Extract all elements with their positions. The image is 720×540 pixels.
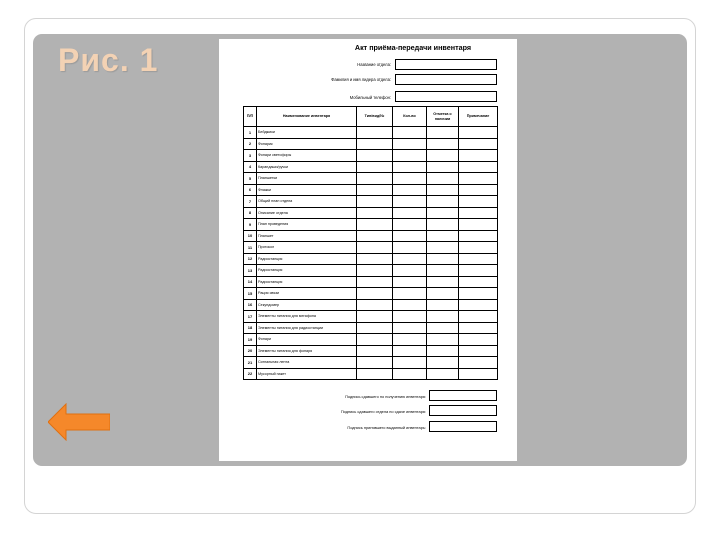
table-row xyxy=(244,368,498,380)
empty-cell xyxy=(357,299,393,311)
empty-cell xyxy=(427,311,459,323)
empty-cell xyxy=(393,184,427,196)
empty-cell xyxy=(393,311,427,323)
item-name: Флажки xyxy=(257,184,357,196)
empty-cell xyxy=(427,207,459,219)
empty-cell xyxy=(393,357,427,369)
header-field-label: Название отдела: xyxy=(357,62,391,67)
empty-cell xyxy=(427,196,459,208)
row-number: 1 xyxy=(244,127,257,139)
empty-cell xyxy=(427,334,459,346)
row-number: 14 xyxy=(244,276,257,288)
header-field-label: Мобильный телефон: xyxy=(349,95,391,100)
empty-cell xyxy=(357,322,393,334)
item-name: Радиостанция xyxy=(257,276,357,288)
column-header: Кол-во xyxy=(393,107,427,127)
empty-cell xyxy=(427,265,459,277)
empty-cell xyxy=(427,288,459,300)
item-name: План проведения xyxy=(257,219,357,231)
empty-cell xyxy=(459,334,498,346)
empty-cell xyxy=(357,138,393,150)
table-row xyxy=(244,334,498,346)
row-number: 3 xyxy=(244,150,257,162)
table-row xyxy=(244,311,498,323)
empty-cell xyxy=(459,311,498,323)
row-number: 4 xyxy=(244,161,257,173)
empty-cell xyxy=(459,265,498,277)
empty-cell xyxy=(393,265,427,277)
empty-cell xyxy=(427,219,459,231)
item-name: Фонарик xyxy=(257,138,357,150)
empty-cell xyxy=(459,196,498,208)
empty-cell xyxy=(393,230,427,242)
empty-cell xyxy=(393,345,427,357)
row-number: 16 xyxy=(244,299,257,311)
empty-cell xyxy=(357,345,393,357)
table-row xyxy=(244,196,498,208)
table-row xyxy=(244,138,498,150)
row-number: 11 xyxy=(244,242,257,254)
table-row xyxy=(244,219,498,231)
row-number: 18 xyxy=(244,322,257,334)
row-number: 6 xyxy=(244,184,257,196)
table-row xyxy=(244,242,498,254)
empty-cell xyxy=(393,127,427,139)
table-row xyxy=(244,265,498,277)
empty-cell xyxy=(459,150,498,162)
empty-cell xyxy=(393,219,427,231)
empty-cell xyxy=(427,138,459,150)
signature-box xyxy=(429,421,497,432)
table-row xyxy=(244,345,498,357)
empty-cell xyxy=(393,334,427,346)
empty-cell xyxy=(357,150,393,162)
item-name: Элементы питания для мегафона xyxy=(257,311,357,323)
row-number: 10 xyxy=(244,230,257,242)
empty-cell xyxy=(393,173,427,185)
empty-cell xyxy=(357,276,393,288)
signature-label: Подпись принявшего выданный инвентарь: xyxy=(347,425,426,430)
signature-box xyxy=(429,390,497,401)
table-row xyxy=(244,253,498,265)
empty-cell xyxy=(427,161,459,173)
slide-title: Рис. 1 xyxy=(58,42,159,78)
inventory-table xyxy=(243,106,498,380)
item-name: Элементы питания для радиостанции xyxy=(257,322,357,334)
table-row xyxy=(244,288,498,300)
signature-box xyxy=(429,405,497,416)
table-row xyxy=(244,230,498,242)
arrow-left-icon[interactable] xyxy=(48,403,110,441)
signature-label: Подпись сдавшего по получению инвентаря: xyxy=(345,394,426,399)
empty-cell xyxy=(393,253,427,265)
row-number: 9 xyxy=(244,219,257,231)
empty-cell xyxy=(393,368,427,380)
empty-cell xyxy=(459,253,498,265)
column-header: П/П xyxy=(244,107,257,127)
table-row xyxy=(244,173,498,185)
table-row xyxy=(244,161,498,173)
empty-cell xyxy=(459,127,498,139)
empty-cell xyxy=(357,357,393,369)
empty-cell xyxy=(427,357,459,369)
row-number: 22 xyxy=(244,368,257,380)
row-number: 15 xyxy=(244,288,257,300)
row-number: 12 xyxy=(244,253,257,265)
empty-cell xyxy=(357,196,393,208)
item-name: Сигнальная лента xyxy=(257,357,357,369)
item-name: Секундомер xyxy=(257,299,357,311)
item-name: Фонари светофоры xyxy=(257,150,357,162)
empty-cell xyxy=(393,207,427,219)
item-name: Элементы питания для фонаря xyxy=(257,345,357,357)
empty-cell xyxy=(427,184,459,196)
item-name: Общий план отдела xyxy=(257,196,357,208)
empty-cell xyxy=(357,161,393,173)
table-row xyxy=(244,322,498,334)
empty-cell xyxy=(427,230,459,242)
table-row xyxy=(244,207,498,219)
empty-cell xyxy=(357,253,393,265)
empty-cell xyxy=(427,345,459,357)
empty-cell xyxy=(459,242,498,254)
empty-cell xyxy=(459,230,498,242)
empty-cell xyxy=(459,184,498,196)
item-name: Карандаши/ручки xyxy=(257,161,357,173)
empty-cell xyxy=(357,311,393,323)
empty-cell xyxy=(393,288,427,300)
row-number: 19 xyxy=(244,334,257,346)
empty-cell xyxy=(459,161,498,173)
empty-cell xyxy=(393,276,427,288)
empty-cell xyxy=(427,368,459,380)
header-field-box xyxy=(395,91,497,102)
empty-cell xyxy=(459,345,498,357)
column-header: Примечание xyxy=(459,107,498,127)
item-name: Бейджики xyxy=(257,127,357,139)
table-row xyxy=(244,184,498,196)
empty-cell xyxy=(459,173,498,185)
item-name: Описание отдела xyxy=(257,207,357,219)
empty-cell xyxy=(427,127,459,139)
table-row xyxy=(244,299,498,311)
header-field-box xyxy=(395,74,497,85)
empty-cell xyxy=(393,242,427,254)
empty-cell xyxy=(357,184,393,196)
row-number: 17 xyxy=(244,311,257,323)
row-number: 5 xyxy=(244,173,257,185)
empty-cell xyxy=(427,299,459,311)
column-header: Наименование инвентаря xyxy=(257,107,357,127)
empty-cell xyxy=(459,219,498,231)
item-name: Планшетки xyxy=(257,173,357,185)
empty-cell xyxy=(357,219,393,231)
row-number: 13 xyxy=(244,265,257,277)
empty-cell xyxy=(459,299,498,311)
item-name: Мусорный пакет xyxy=(257,368,357,380)
table-row xyxy=(244,150,498,162)
empty-cell xyxy=(357,265,393,277)
item-name: Планшет xyxy=(257,230,357,242)
row-number: 8 xyxy=(244,207,257,219)
empty-cell xyxy=(357,334,393,346)
empty-cell xyxy=(393,161,427,173)
item-name: Фонари xyxy=(257,334,357,346)
empty-cell xyxy=(427,253,459,265)
row-number: 20 xyxy=(244,345,257,357)
table-header-row xyxy=(244,107,498,127)
signature-label: Подпись сдавшего отдела по сдаче инвентаря: xyxy=(340,409,426,414)
item-name: Радиостанция xyxy=(257,253,357,265)
empty-cell xyxy=(459,322,498,334)
table-row xyxy=(244,357,498,369)
item-name: Радиостанция xyxy=(257,265,357,277)
empty-cell xyxy=(393,299,427,311)
header-field-box xyxy=(395,59,497,70)
empty-cell xyxy=(357,127,393,139)
row-number: 2 xyxy=(244,138,257,150)
empty-cell xyxy=(459,357,498,369)
empty-cell xyxy=(459,288,498,300)
empty-cell xyxy=(427,173,459,185)
empty-cell xyxy=(393,138,427,150)
document-title: Акт приёма-передачи инвентаря xyxy=(354,43,472,52)
empty-cell xyxy=(427,242,459,254)
table-row xyxy=(244,276,498,288)
empty-cell xyxy=(393,322,427,334)
item-name: Рация связи xyxy=(257,288,357,300)
column-header: Тип/вид/№ xyxy=(357,107,393,127)
empty-cell xyxy=(427,322,459,334)
table-row xyxy=(244,127,498,139)
empty-cell xyxy=(357,230,393,242)
empty-cell xyxy=(357,173,393,185)
empty-cell xyxy=(357,207,393,219)
empty-cell xyxy=(459,276,498,288)
item-name: Протокол xyxy=(257,242,357,254)
header-field-label: Фамилия и имя лидера отдела: xyxy=(331,77,391,82)
empty-cell xyxy=(427,276,459,288)
document-image xyxy=(219,39,517,461)
empty-cell xyxy=(459,138,498,150)
empty-cell xyxy=(459,207,498,219)
empty-cell xyxy=(357,368,393,380)
empty-cell xyxy=(393,150,427,162)
empty-cell xyxy=(357,242,393,254)
row-number: 7 xyxy=(244,196,257,208)
row-number: 21 xyxy=(244,357,257,369)
empty-cell xyxy=(393,196,427,208)
empty-cell xyxy=(357,288,393,300)
column-header: Отметка о наличии xyxy=(427,107,459,127)
empty-cell xyxy=(459,368,498,380)
empty-cell xyxy=(427,150,459,162)
